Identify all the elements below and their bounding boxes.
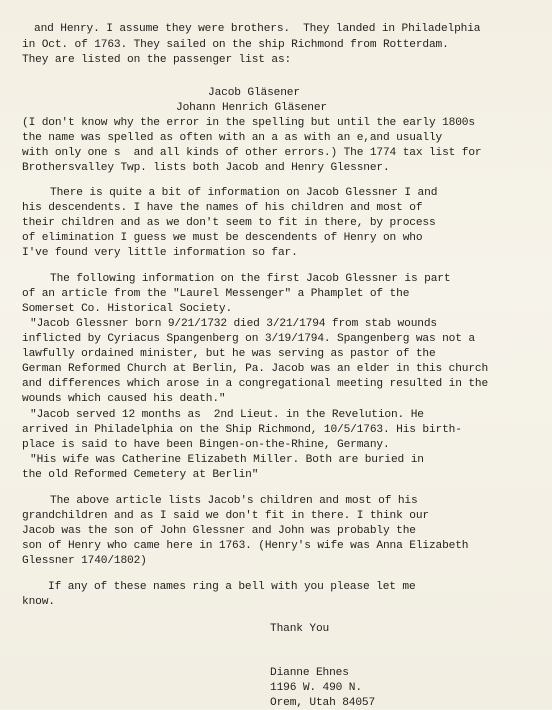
quote-line: the old Reformed Cemetery at Berlin" bbox=[22, 469, 259, 481]
letter-line: The following information on the first Jacob Glessner is part bbox=[50, 273, 451, 285]
quote-line: lawfully ordained minister, but he was serving as pastor of the bbox=[22, 348, 436, 360]
quote-line: arrived in Philadelphia on the Ship Richmond, 10/5/1763. His birth- bbox=[22, 424, 462, 436]
letter-line: (I don't know why the error in the spelling but until the early 1800s bbox=[22, 117, 475, 129]
closing: Thank You bbox=[270, 623, 330, 635]
letter-line: Brothersvalley Twp. lists both Jacob and Henry Glessner. bbox=[22, 162, 390, 174]
letter-line: Jacob was the son of John Glessner and John was probably the bbox=[22, 525, 416, 537]
quote-line: inflicted by Cyriacus Spangenberg on 3/19/1794. Spangenberg was not a bbox=[22, 333, 475, 345]
passenger-name: Johann Henrich Gläsener bbox=[176, 102, 327, 114]
signature-name: Dianne Ehnes bbox=[270, 667, 349, 679]
letter-line: with only one s and all kinds of other errors.) The 1774 tax list for bbox=[22, 147, 482, 159]
letter-line: and Henry. I assume they were brothers. They landed in Philadelphia bbox=[34, 23, 481, 35]
letter-line: I've found very little information so far. bbox=[22, 247, 298, 259]
passenger-name: Jacob Gläsener bbox=[208, 87, 300, 99]
letter-line: of an article from the "Laurel Messenger" a Phamplet of the bbox=[22, 288, 410, 300]
quote-line: place is said to have been Bingen-on-the-Rhine, Germany. bbox=[22, 439, 390, 451]
quote-line: wounds which caused his death." bbox=[22, 393, 226, 405]
letter-line: of elimination I guess we must be descendents of Henry on who bbox=[22, 232, 423, 244]
letter-line: The above article lists Jacob's children and most of his bbox=[50, 495, 418, 507]
letter-line: the name was spelled as often with an a as with an e,and usually bbox=[22, 132, 443, 144]
quote-line: and differences which arose in a congregational meeting resulted in the bbox=[22, 378, 489, 390]
letter-line: his descendents. I have the names of his children and most of bbox=[22, 202, 423, 214]
quote-line: "His wife was Catherine Elizabeth Miller. Both are buried in bbox=[30, 454, 424, 466]
quote-line: German Reformed Church at Berlin, Pa. Jacob was an elder in this church bbox=[22, 363, 489, 375]
letter-line: Somerset Co. Historical Society. bbox=[22, 303, 233, 315]
letter-line: know. bbox=[22, 596, 55, 608]
quote-line: "Jacob Glessner born 9/21/1732 died 3/21/1794 from stab wounds bbox=[30, 318, 437, 330]
letter-line: There is quite a bit of information on Jacob Glessner I and bbox=[50, 187, 438, 199]
letter-line: son of Henry who came here in 1763. (Henry's wife was Anna Elizabeth bbox=[22, 540, 469, 552]
letter-line: Glessner 1740/1802) bbox=[22, 555, 147, 567]
signature-address: 1196 W. 490 N. bbox=[270, 682, 362, 694]
letter-line: in Oct. of 1763. They sailed on the ship Richmond from Rotterdam. bbox=[22, 39, 449, 51]
letter-line: If any of these names ring a bell with you please let me bbox=[48, 581, 416, 593]
letter-line: grandchildren and as I said we don't fit in there. I think our bbox=[22, 510, 429, 522]
signature-city: Orem, Utah 84057 bbox=[270, 697, 376, 709]
letter-line: their children and as we don't seem to fit in there, by process bbox=[22, 217, 436, 229]
quote-line: "Jacob served 12 months as 2nd Lieut. in the Revelution. He bbox=[30, 409, 424, 421]
letter-line: They are listed on the passenger list as: bbox=[22, 54, 292, 66]
